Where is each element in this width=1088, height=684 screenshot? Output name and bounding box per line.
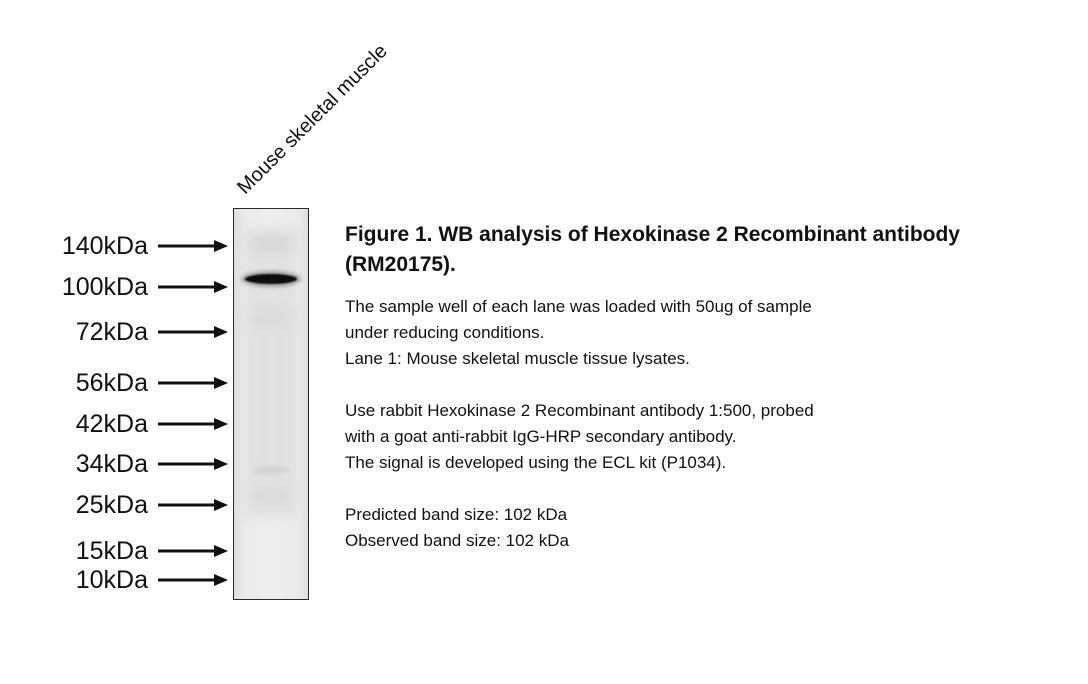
marker-label: 10kDa xyxy=(75,566,148,594)
arrow-right-icon xyxy=(156,542,230,560)
faint-band-lower xyxy=(253,465,289,475)
caption-paragraph xyxy=(345,294,1045,372)
marker-label: 72kDa xyxy=(75,318,148,346)
arrow-right-icon xyxy=(156,571,230,589)
marker-15kda xyxy=(20,536,230,566)
predicted-band-size: Predicted band size: 102 kDa xyxy=(345,505,568,524)
arrow-right-icon xyxy=(156,415,230,433)
caption-paragraph xyxy=(345,398,1045,476)
caption-line: under reducing conditions. xyxy=(345,323,545,342)
marker-56kda xyxy=(20,368,230,398)
marker-label: 25kDa xyxy=(75,491,148,519)
caption-line: Lane 1: Mouse skeletal muscle tissue lysates. xyxy=(345,349,690,368)
arrow-right-icon xyxy=(156,455,230,473)
figure-caption xyxy=(345,220,1045,580)
marker-42kda xyxy=(20,409,230,439)
observed-band-size: Observed band size: 102 kDa xyxy=(345,531,569,550)
marker-34kda xyxy=(20,449,230,479)
arrow-right-icon xyxy=(156,496,230,514)
caption-title: Figure 1. WB analysis of Hexokinase 2 Recombinant antibody (RM20175). xyxy=(345,223,960,276)
lane-label: Mouse skeletal muscle xyxy=(233,40,392,199)
marker-25kda xyxy=(20,490,230,520)
marker-label: 15kDa xyxy=(75,537,148,565)
arrow-right-icon xyxy=(156,278,230,296)
marker-label: 140kDa xyxy=(61,232,148,260)
marker-label: 34kDa xyxy=(75,450,148,478)
caption-line: Use rabbit Hexokinase 2 Recombinant antibody 1:500, probed xyxy=(345,401,814,420)
faint-band-bottom xyxy=(251,488,291,504)
arrow-right-icon xyxy=(156,323,230,341)
marker-label: 100kDa xyxy=(61,273,148,301)
marker-100kda xyxy=(20,272,230,302)
caption-line: The signal is developed using the ECL kit (P1034). xyxy=(345,453,727,472)
marker-72kda xyxy=(20,317,230,347)
marker-label: 56kDa xyxy=(75,369,148,397)
marker-10kda xyxy=(20,565,230,595)
caption-paragraph xyxy=(345,502,1045,554)
main-band xyxy=(245,274,297,284)
faint-band-upper xyxy=(249,235,293,253)
marker-140kda xyxy=(20,231,230,261)
blot-image xyxy=(233,208,309,600)
caption-line: The sample well of each lane was loaded with 50ug of sample xyxy=(345,297,812,316)
arrow-right-icon xyxy=(156,237,230,255)
faint-band-mid xyxy=(249,308,293,328)
arrow-right-icon xyxy=(156,374,230,392)
caption-line: with a goat anti-rabbit IgG-HRP secondary antibody. xyxy=(345,427,737,446)
marker-label: 42kDa xyxy=(75,410,148,438)
